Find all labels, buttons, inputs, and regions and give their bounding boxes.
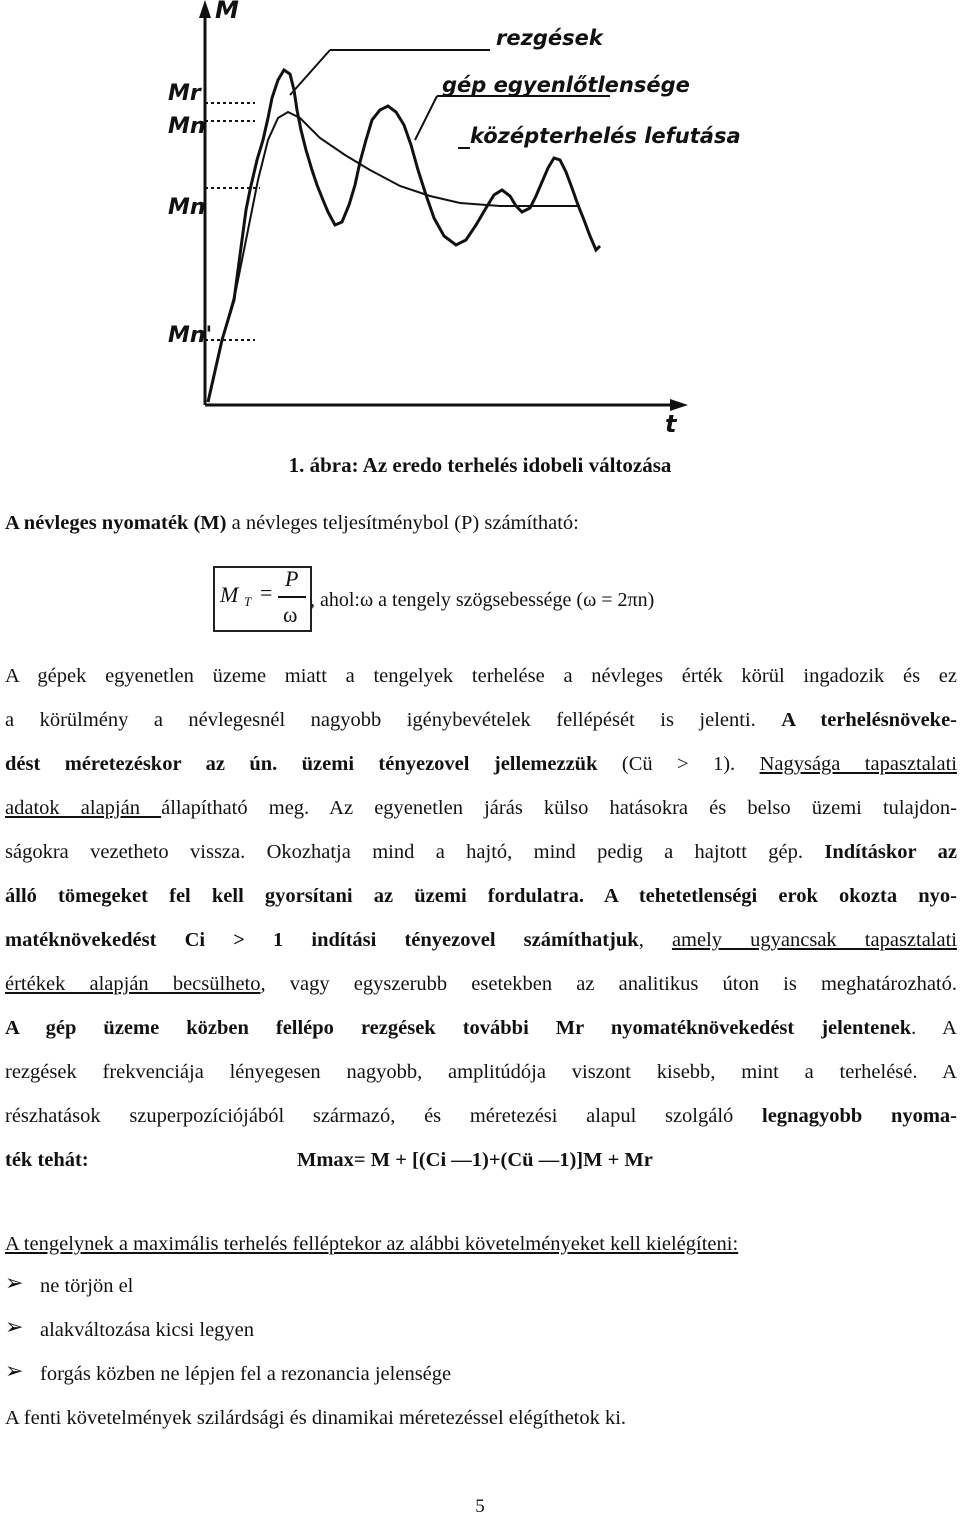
para-line-11-bold: legnagyobb nyoma- [762, 1105, 958, 1127]
mean-load-curve [208, 112, 580, 402]
requirements-heading [5, 1232, 957, 1256]
para-line-5-text: ságokra vezetheto vissza. Okozhatja mind a hajtó, mind pedig a hajtott gép. [5, 841, 825, 863]
formula-numerator: P [285, 566, 299, 591]
bullet-arrow-icon: ➢ [5, 1358, 24, 1383]
para-line-11-text: részhatások szuperpozíciójából származó, és méretezési alapul szolgáló [5, 1105, 762, 1127]
pointer-gep-diag [415, 96, 437, 140]
figure-caption: 1. ábra: Az eredo terhelés idobeli változása [288, 453, 672, 477]
label-kozepterheles: középterhelés lefutása [470, 124, 741, 148]
formula-denominator: ω [283, 602, 298, 627]
intro-rest: a névleges teljesítménybol (P) számítható: [226, 512, 579, 534]
requirements-heading-text: A tengelynek a maximális terhelés felléptekor az alábbi követelményeket kell kielégíteni: [5, 1233, 739, 1255]
page-number: 5 [475, 1496, 485, 1517]
para-line-7-text: , [638, 929, 672, 951]
pointer-rezgesek-diag [290, 50, 330, 95]
tick-label-mn-prime: Mn' [168, 323, 213, 348]
intro-bold: A névleges nyomaték (M) [5, 512, 227, 534]
bullet-item-1: ne törjön el [40, 1275, 134, 1297]
para-line-8-underlined: értékek alapján becsülheto [5, 973, 261, 995]
bullet-item-3: forgás közben ne lépjen fel a rezonancia jelensége [40, 1363, 452, 1385]
tick-label-mn: Mn [168, 114, 206, 139]
para-line-7 [5, 928, 957, 952]
para-line-5-bold: Indításkor az [824, 841, 957, 863]
label-gep-egyenlotlensege: gép egyenlőtlensége [442, 73, 690, 97]
para-line-10: rezgések frekvenciája lényegesen nagyobb, amplitúdója viszont kisebb, mint a terhelésé. A [5, 1061, 957, 1083]
para-line-3 [5, 752, 957, 776]
bullet-arrow-icon: ➢ [5, 1314, 24, 1339]
tick-label-mr: Mr [168, 81, 201, 106]
axis-label-t: t [665, 410, 677, 438]
para-line-7-underlined: amely ugyancsak tapasztalati [671, 929, 957, 951]
y-axis-arrow [199, 0, 211, 18]
load-time-figure [160, 0, 780, 440]
load-curve [208, 70, 600, 402]
para-line-3-bold: dést méretezéskor az ún. üzemi tényezovel jellemezzük [5, 753, 598, 775]
tick-label-mn-second: Mn [168, 195, 206, 220]
para-line-4-underlined: adatok alapján [5, 797, 162, 819]
para-line-8-text: , vagy egyszerubb esetekben az analitikus úton is meghatározható. [260, 973, 957, 995]
para-line-11 [5, 1104, 957, 1128]
bullet-item-2: alakváltozása kicsi legyen [40, 1319, 255, 1341]
para-line-9-bold: A gép üzeme közben fellépo rezgések további Mr nyomatéknövekedést jelentenek [5, 1017, 912, 1039]
max-torque-formula [297, 1148, 897, 1172]
para-line-12-bold: ték tehát: [5, 1149, 89, 1171]
para-line-2-text: a körülmény a névlegesnél nagyobb igénybevételek fellépését is jelenti. [5, 709, 782, 731]
label-rezgesek: rezgések [496, 26, 603, 50]
para-line-9 [5, 1016, 957, 1040]
formula-lhs-sub: T [244, 594, 252, 609]
para-line-3-underlined: Nagysága tapasztalati [759, 753, 957, 775]
para-line-1: A gépek egyenetlen üzeme miatt a tengelyek terhelése a névleges érték körül ingadozik és ez [5, 665, 957, 687]
para-line-2 [5, 708, 957, 732]
para-line-5 [5, 840, 957, 864]
formula-equals: = [260, 580, 273, 605]
para-line-6 [5, 884, 957, 908]
formula-lhs-m: M [220, 582, 239, 607]
para-line-7-bold: matéknövekedést Ci > 1 indítási tényezovel számíthatjuk [5, 929, 639, 951]
closing-sentence: A fenti követelmények szilárdsági és dinamikai méretezéssel elégíthetok ki. [5, 1407, 627, 1429]
max-torque-formula-text: Mmax= M + [(Ci —1)+(Cü —1)]M + Mr [297, 1149, 653, 1171]
para-line-6-bold: álló tömegeket fel kell gyorsítani az üzemi fordulatra. [5, 885, 585, 907]
formula-fraction-bar [278, 596, 306, 598]
para-line-4 [5, 796, 957, 820]
para-line-2-bold: A terhelésnöveke- [781, 709, 957, 731]
para-line-9-text: . A [911, 1017, 957, 1039]
bullet-arrow-icon: ➢ [5, 1270, 24, 1295]
formula-explanation: , ahol:ω a tengely szögsebessége (ω = 2πn) [310, 589, 655, 611]
para-line-8 [5, 972, 957, 996]
para-line-6-bold2: A tehetetlenségi erok okozta nyo- [584, 885, 957, 907]
para-line-4-text: állapítható meg. Az egyenetlen járás külso hatásokra és belso üzemi tulajdon- [161, 797, 957, 819]
intro-line [5, 511, 957, 535]
axis-label-m: M [215, 0, 239, 24]
para-line-3-text: (Cü > 1). [597, 753, 760, 775]
